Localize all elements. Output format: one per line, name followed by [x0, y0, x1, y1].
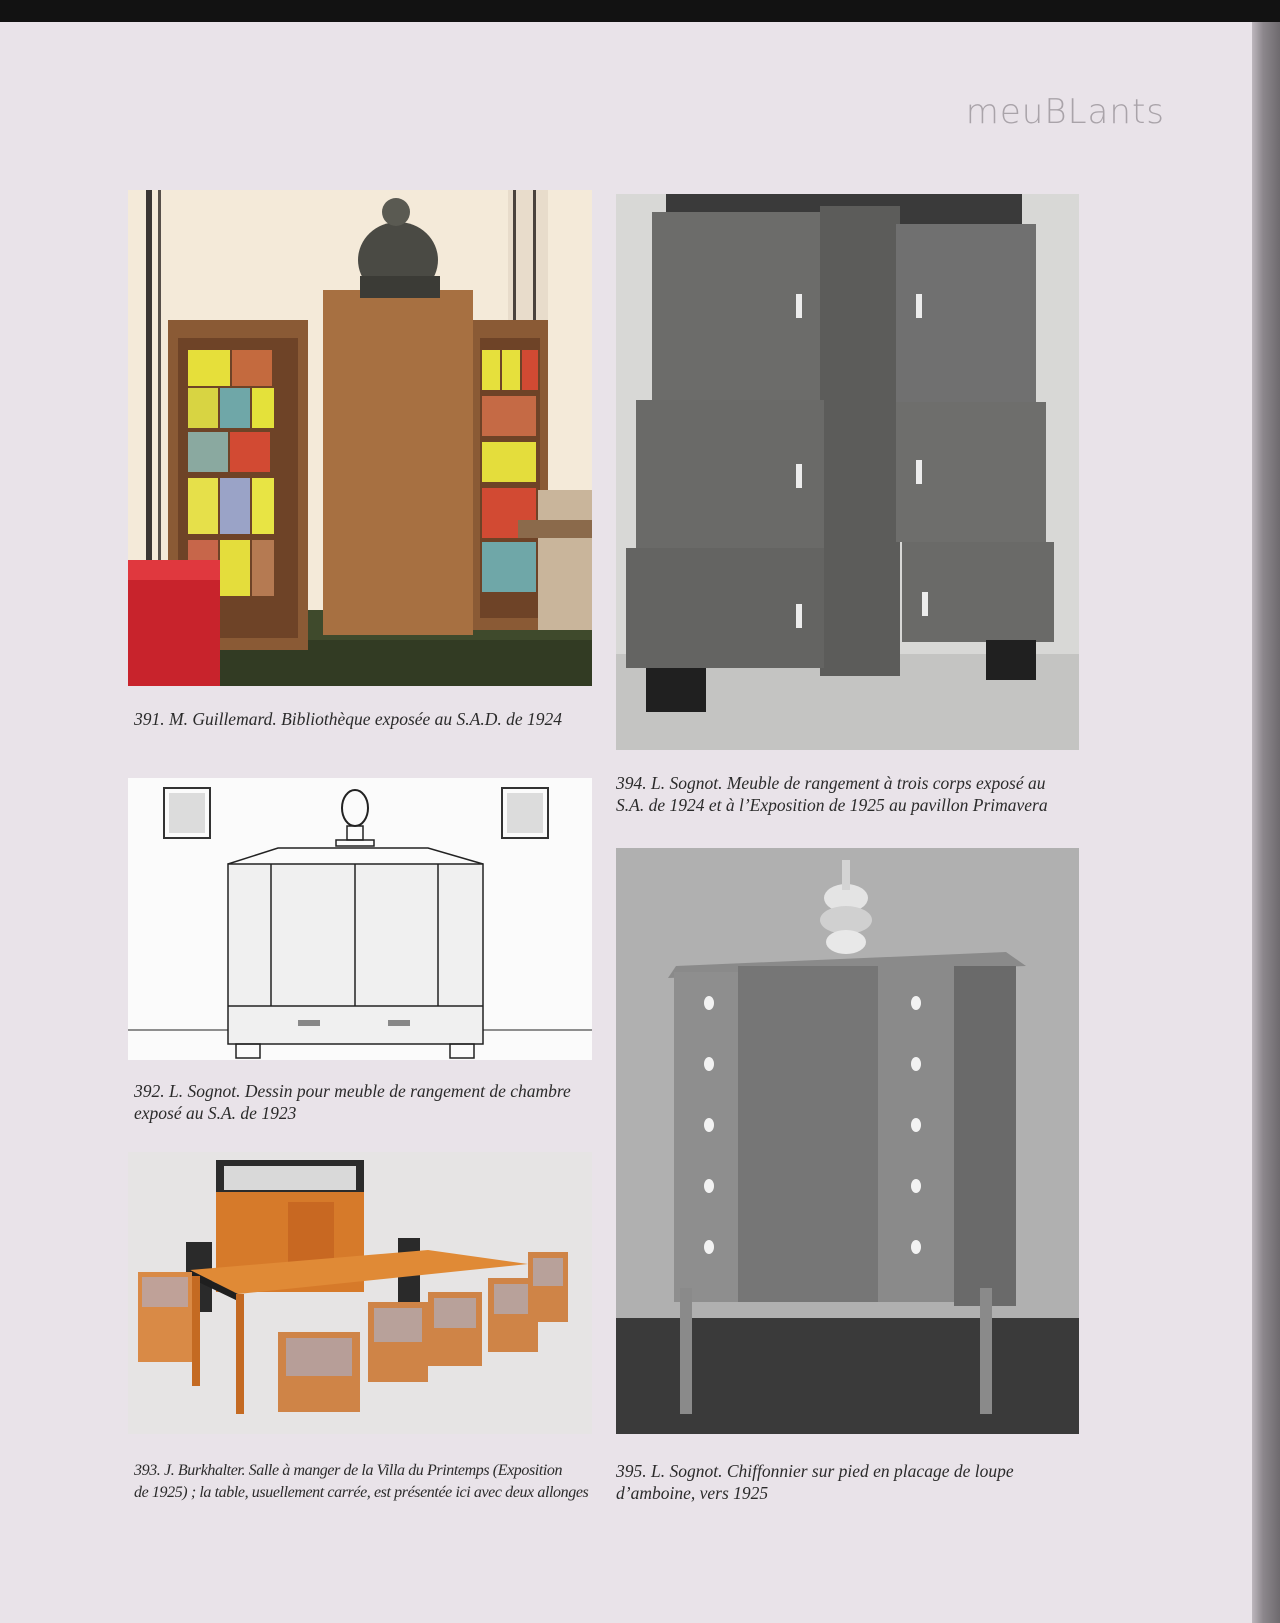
figure-393-image	[128, 1152, 592, 1434]
book-gutter	[1252, 22, 1280, 1623]
scanner-top-bar	[0, 0, 1280, 22]
caption-line: 393. J. Burkhalter. Salle à manger de la Villa du Printemps (Exposition	[134, 1462, 563, 1479]
figure-391-image	[128, 190, 592, 686]
caption-line: 391. M. Guillemard. Bibliothèque exposée au S.A.D. de 1924	[134, 709, 563, 729]
caption-line: exposé au S.A. de 1923	[134, 1103, 297, 1123]
figure-395-image	[616, 848, 1079, 1434]
figure-392-caption	[134, 1080, 604, 1124]
caption-line: d’amboine, vers 1925	[616, 1483, 769, 1503]
caption-line: 395. L. Sognot. Chiffonnier sur pied en placage de loupe	[616, 1461, 1014, 1481]
figure-393-caption	[134, 1460, 604, 1504]
figure-391-caption	[134, 708, 604, 730]
running-head: meuBLants	[965, 92, 1165, 132]
caption-line: S.A. de 1924 et à l’Exposition de 1925 au pavillon Primavera	[616, 795, 1048, 815]
figure-395-caption	[616, 1460, 1096, 1504]
figure-392-image	[128, 778, 592, 1060]
figure-394-caption	[616, 772, 1096, 816]
caption-line: de 1925) ; la table, usuellement carrée, est présentée ici avec deux allonges	[134, 1484, 589, 1501]
figure-394-image	[616, 194, 1079, 750]
caption-line: 394. L. Sognot. Meuble de rangement à trois corps exposé au	[616, 773, 1046, 793]
caption-line: 392. L. Sognot. Dessin pour meuble de rangement de chambre	[134, 1081, 571, 1101]
